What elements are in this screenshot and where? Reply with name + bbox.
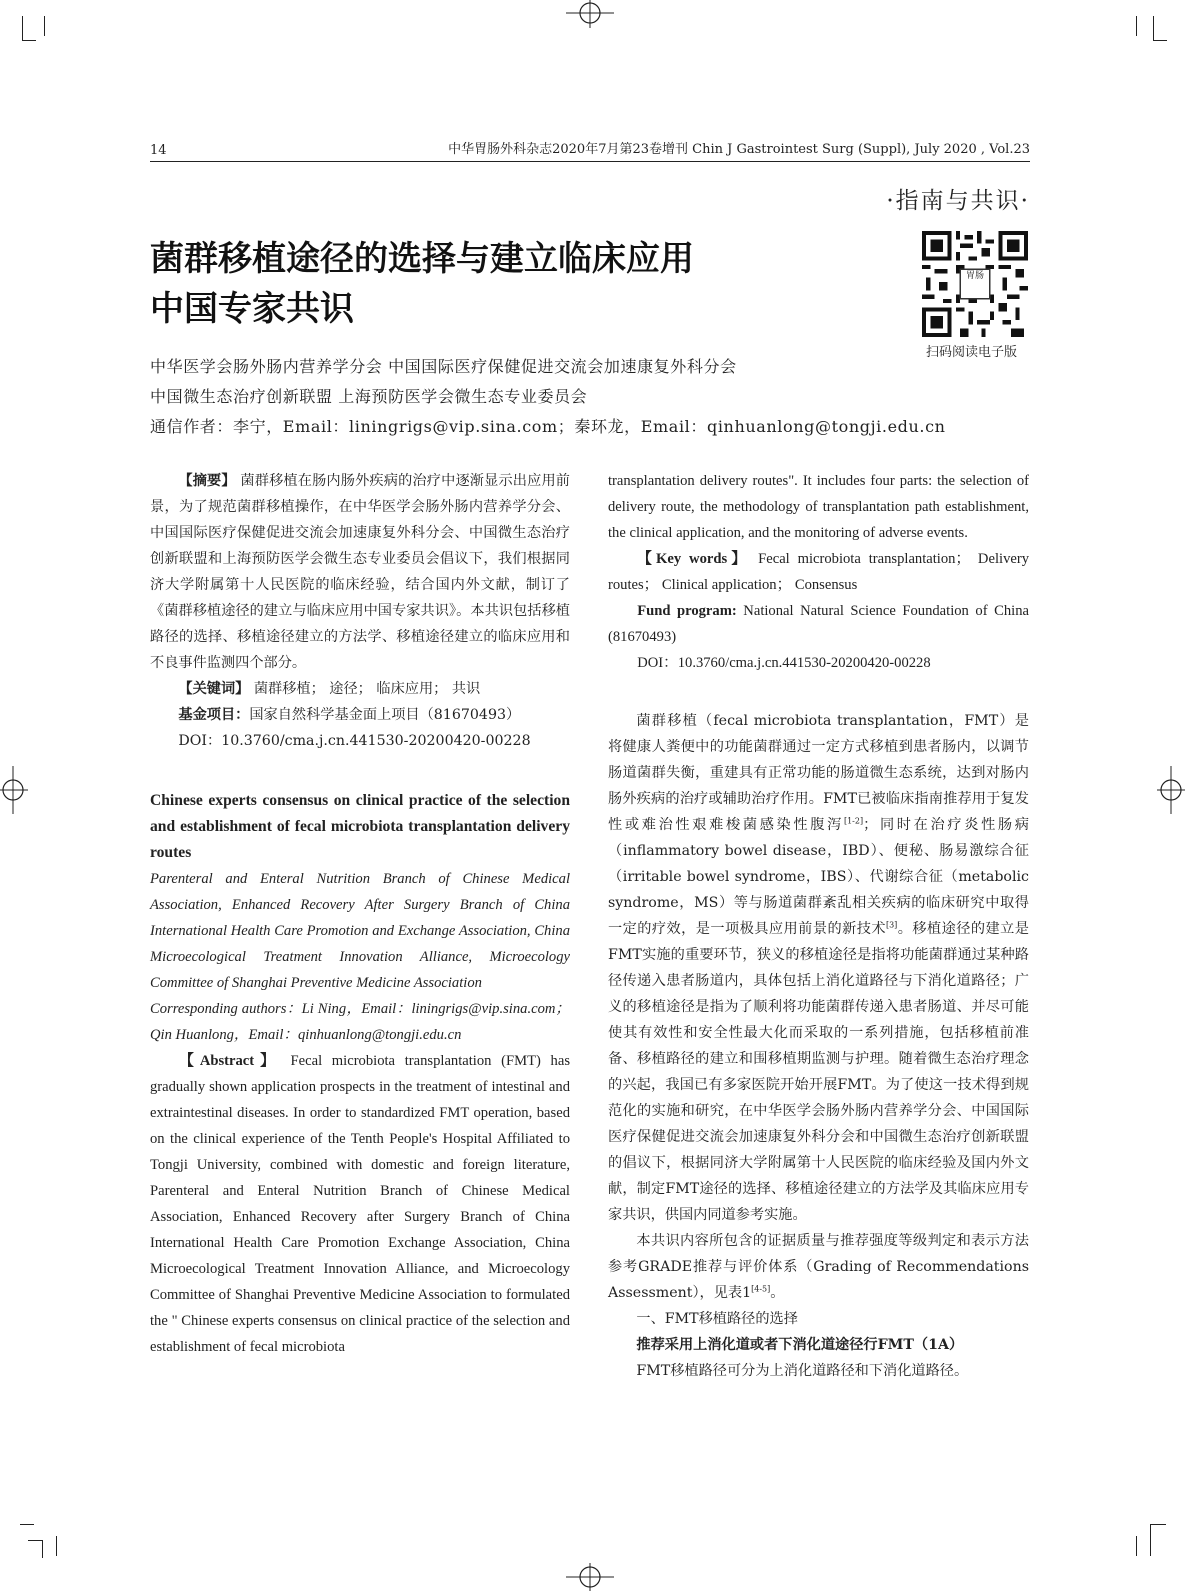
qr-code-icon[interactable] <box>922 231 1028 337</box>
fund-en-text: National Natural Science Foundation of China (81670493) <box>608 603 1029 645</box>
english-title: Chinese experts consensus on clinical practice of the selection and establishment of fecal microbiota transplantation delivery routes <box>150 792 570 861</box>
qr-logo-text: 胃肠 <box>965 271 984 281</box>
title-line-1: 菌群移植途径的选择与建立临床应用 <box>150 239 694 279</box>
keywords-en-text: Fecal microbiota transplantation； Delivery routes； Clinical application； Consensus <box>608 551 1029 593</box>
body-paragraph-3: FMT移植路径可分为上消化道路径和下消化道路径。 <box>636 1363 969 1379</box>
fund-cn <box>150 702 570 728</box>
title-line-2: 中国专家共识 <box>150 289 354 329</box>
abstract-cn-text: 菌群移植在肠内肠外疾病的治疗中逐渐显示出应用前景，为了规范菌群移植操作，在中华医学会肠外肠内营养学分会、中国国际医疗保健促进交流会加速康复外科分会、中国微生态治疗创新联盟和上海预防医学会微生态专业委员会倡议下，我们根据同济大学附属第十人民医院的临床经验，结合国内外文献，制订了《菌群移植途径的建立与临床应用中国专家共识》。本共识包括移植路径的选择、移植途径建立的方法学、移植途径建立的临床应用和不良事件监测四个部分。 <box>150 473 570 671</box>
keywords-cn <box>150 676 570 702</box>
author-line-2: 中国微生态治疗创新联盟 上海预防医学会微生态专业委员会 <box>150 387 588 406</box>
keywords-cn-label: 【关键词】 <box>178 681 250 697</box>
body-p2-part-a: 本共识内容所包含的证据质量与推荐强度等级判定和表示方法参考GRADE推荐与评价体系（Grading of Recommendations Assessment），见表1 <box>608 1233 1029 1301</box>
english-affiliation: Parenteral and Enteral Nutrition Branch of Chinese Medical Association, Enhanced Recovery After Surgery Branch of China International Health Care Promotion and Exchange Association, China Microecological Treatment Innovation Alliance, Microecology Committee of Shanghai Preventive Medicine Association <box>150 871 570 991</box>
body-paragraph-1 <box>608 708 1029 1228</box>
header-rule <box>150 161 1030 162</box>
body-paragraph-2 <box>608 1228 1029 1306</box>
fund-en-label: Fund program: <box>637 603 737 619</box>
body-p2-part-b: 。 <box>770 1285 785 1301</box>
registration-mark-top <box>566 0 614 28</box>
registration-mark-left <box>0 766 28 814</box>
citation-4-5[interactable]: [4-5] <box>751 1284 771 1294</box>
body-p1-part-b: ；同时在治疗炎性肠病（inflammatory bowel disease，IBD）、便秘、肠易激综合征（irritable bowel syndrome，IBS）、代谢综合征（metabolic syndrome，MS）等与肠道菌群紊乱相关疾病的临床研究中取得一定的疗效，是一项极具应用前景的新技术 <box>608 817 1029 937</box>
fund-cn-label: 基金项目： <box>178 707 250 723</box>
corresponding-authors: 通信作者：李宁，Email：liningrigs@vip.sina.com；秦环龙，Email：qinhuanlong@tongji.edu.cn <box>150 417 946 436</box>
keywords-en <box>608 546 1029 598</box>
english-corresponding: Corresponding authors：Li Ning，Email：liningrigs@vip.sina.com；Qin Huanlong，Email：qinhuanlong@tongji.edu.cn <box>150 1001 570 1043</box>
doi-cn: DOI：10.3760/cma.j.cn.441530-20200420-00228 <box>178 733 531 749</box>
keywords-cn-text: 菌群移植； 途径； 临床应用； 共识 <box>253 681 481 697</box>
article-title <box>150 236 694 332</box>
citation-3[interactable]: [3] <box>885 920 898 930</box>
left-column <box>150 468 570 1360</box>
fund-en <box>608 598 1029 650</box>
body-p1-part-c: 。移植途径的建立是FMT实施的重要环节，狭义的移植途径是指将功能菌群通过某种路径传递入患者肠道内，具体包括上消化道路径与下消化道路径；广义的移植途径是指为了顺利将功能菌群传递入患者肠道、并尽可能使其有效性和安全性最大化而采取的一系列措施，包括移植前准备、移植路径的建立和围移植期监测与护理。随着微生态治疗理念的兴起，我国已有多家医院开始开展FMT。为了使这一技术得到规范化的实施和研究，在中华医学会肠外肠内营养学分会、中国国际医疗保健促进交流会加速康复外科分会和中国微生态治疗创新联盟的倡议下，根据同济大学附属第十人民医院的临床经验及国内外文献，制定FMT途径的选择、移植途径建立的方法学及其临床应用专家共识，供国内同道参考实施。 <box>608 921 1029 1223</box>
registration-mark-right <box>1157 766 1185 814</box>
recommendation: 推荐采用上消化道或者下消化道途径行FMT（1A） <box>636 1337 964 1353</box>
right-column <box>608 468 1029 1384</box>
abstract-en-text: Fecal microbiota transplantation (FMT) has gradually shown application prospects in the treatment of intestinal and extraintestinal diseases. In order to standardized FMT operation, based on the clinical experience of the Tenth People's Hospital Affiliated to Tongji University, combined with domestic and foreign literature, Parenteral and Enteral Nutrition Branch of Chinese Medical Association, Enhanced Recovery after Surgery Branch of China International Health Care Promotion Exchange Association, China Microecological Treatment Innovation Alliance, and Microecology Committee of Shanghai Preventive Medicine Association to formulated the " Chinese experts consensus on clinical practice of the selection and establishment of fecal microbiota <box>150 1053 571 1355</box>
author-line-1: 中华医学会肠外肠内营养学分会 中国国际医疗保健促进交流会加速康复外科分会 <box>150 357 737 376</box>
doi-en: DOI：10.3760/cma.j.cn.441530-20200420-00228 <box>637 655 931 671</box>
section-heading-1: 一、FMT移植路径的选择 <box>636 1311 798 1327</box>
registration-mark-bottom <box>566 1563 614 1591</box>
journal-header: 中华胃肠外科杂志2020年7月第23卷增刊 Chin J Gastrointest Surg (Suppl), July 2020 , Vol.23 <box>448 142 1030 157</box>
qr-caption: 扫码阅读电子版 <box>926 345 1018 360</box>
page-number: 14 <box>150 143 167 158</box>
body-p1-part-a: 菌群移植（fecal microbiota transplantation，FMT）是将健康人粪便中的功能菌群通过一定方式移植到患者肠内，以调节肠道菌群失衡，重建具有正常功能的肠道微生态系统，达到对肠内肠外疾病的治疗或辅助治疗作用。FMT已被临床指南推荐用于复发性或难治性艰难梭菌感染性腹泻 <box>608 713 1029 833</box>
abstract-cn <box>150 468 570 676</box>
section-tag: ·指南与共识· <box>886 188 1030 214</box>
citation-1-2[interactable]: [1-2] <box>843 816 864 826</box>
abstract-cn-label: 【摘要】 <box>178 473 236 489</box>
abstract-en-continued: transplantation delivery routes". It includes four parts: the selection of delivery route, the methodology of transplantation path establishment, the clinical application, and the monitoring of adverse events. <box>608 473 1029 541</box>
keywords-en-label: 【Key words】 <box>637 551 751 567</box>
abstract-en <box>150 1048 570 1360</box>
abstract-en-label: 【Abstract】 <box>179 1053 281 1069</box>
fund-cn-text: 国家自然科学基金面上项目（81670493） <box>249 707 521 723</box>
